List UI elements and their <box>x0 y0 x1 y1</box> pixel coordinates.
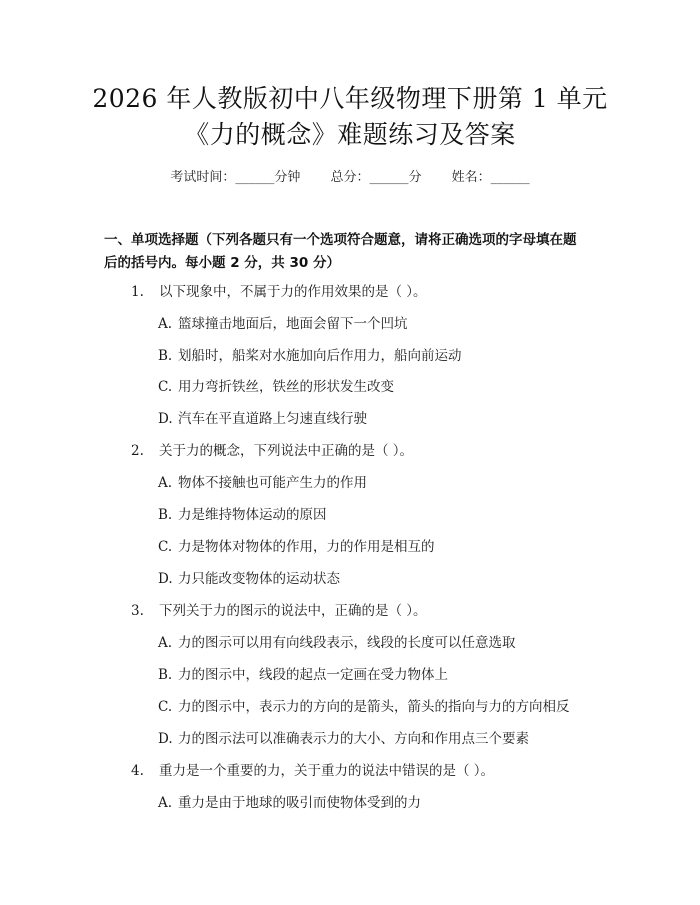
option-text: 力的图示法可以准确表示力的大小、方向和作用点三个要素 <box>178 731 529 747</box>
option-letter: A. <box>158 795 173 811</box>
option-letter: B. <box>158 348 173 364</box>
option-letter: C. <box>158 699 173 715</box>
option-text: 力的图示中，表示力的方向的是箭头，箭头的指向与力的方向相反 <box>178 699 570 715</box>
option-text: 汽车在平直道路上匀速直线行驶 <box>178 411 367 427</box>
option-text: 物体不接触也可能产生力的作用 <box>178 475 367 491</box>
question-number: 2. <box>131 443 144 459</box>
option-text: 划船时，船桨对水施加向后作用力，船向前运动 <box>178 348 462 364</box>
option-letter: D. <box>158 411 173 427</box>
option-1b <box>158 347 462 365</box>
option-letter: A. <box>158 475 173 491</box>
exam-meta <box>0 169 700 187</box>
section-heading <box>104 229 604 275</box>
option-3d <box>158 730 529 748</box>
exam-time-field: 考试时间：______分钟 <box>170 170 301 185</box>
question-4 <box>131 762 494 780</box>
option-text: 力是物体对物体的作用，力的作用是相互的 <box>178 539 435 555</box>
option-letter: B. <box>158 507 173 523</box>
option-4a <box>158 794 421 812</box>
section-heading-line2: 后的括号内。每小题 2 分，共 30 分） <box>104 255 340 271</box>
question-number: 4. <box>131 763 144 779</box>
option-2c <box>158 538 435 556</box>
option-text: 重力是由于地球的吸引而使物体受到的力 <box>178 795 421 811</box>
option-text: 篮球撞击地面后，地面会留下一个凹坑 <box>178 316 408 332</box>
option-text: 力只能改变物体的运动状态 <box>178 571 340 587</box>
option-letter: B. <box>158 667 173 683</box>
section-heading-line1: 一、单项选择题（下列各题只有一个选项符合题意，请将正确选项的字母填在题 <box>104 232 577 248</box>
option-2a <box>158 474 367 492</box>
option-letter: D. <box>158 731 173 747</box>
option-letter: C. <box>158 539 173 555</box>
page-title-line1: 2026 年人教版初中八年级物理下册第 1 单元 <box>92 84 608 113</box>
question-3 <box>131 602 427 620</box>
option-letter: C. <box>158 379 173 395</box>
option-2b <box>158 506 327 524</box>
question-number: 3. <box>131 603 144 619</box>
option-text: 力是维持物体运动的原因 <box>178 507 327 523</box>
option-text: 力的图示可以用有向线段表示，线段的长度可以任意选取 <box>178 635 516 651</box>
option-1d <box>158 410 367 428</box>
question-text: 重力是一个重要的力，关于重力的说法中错误的是（ ）。 <box>159 763 495 779</box>
option-letter: A. <box>158 316 173 332</box>
question-number: 1. <box>131 284 144 300</box>
question-1 <box>131 283 427 301</box>
option-3b <box>158 666 448 684</box>
option-2d <box>158 570 340 588</box>
option-text: 力的图示中，线段的起点一定画在受力物体上 <box>178 667 448 683</box>
option-text: 用力弯折铁丝，铁丝的形状发生改变 <box>178 379 394 395</box>
question-text: 以下现象中，不属于力的作用效果的是（ ）。 <box>159 284 427 300</box>
student-name-field: 姓名：______ <box>451 170 530 185</box>
option-letter: A. <box>158 635 173 651</box>
option-1c <box>158 378 394 396</box>
page-title-line2: 《力的概念》难题练习及答案 <box>184 120 516 149</box>
option-1a <box>158 315 408 333</box>
total-score-field: 总分：______分 <box>330 170 422 185</box>
question-2 <box>131 442 413 460</box>
option-3a <box>158 634 516 652</box>
option-letter: D. <box>158 571 173 587</box>
option-3c <box>158 698 570 716</box>
question-text: 下列关于力的图示的说法中，正确的是（ ）。 <box>159 603 427 619</box>
question-text: 关于力的概念，下列说法中正确的是（ ）。 <box>159 443 414 459</box>
